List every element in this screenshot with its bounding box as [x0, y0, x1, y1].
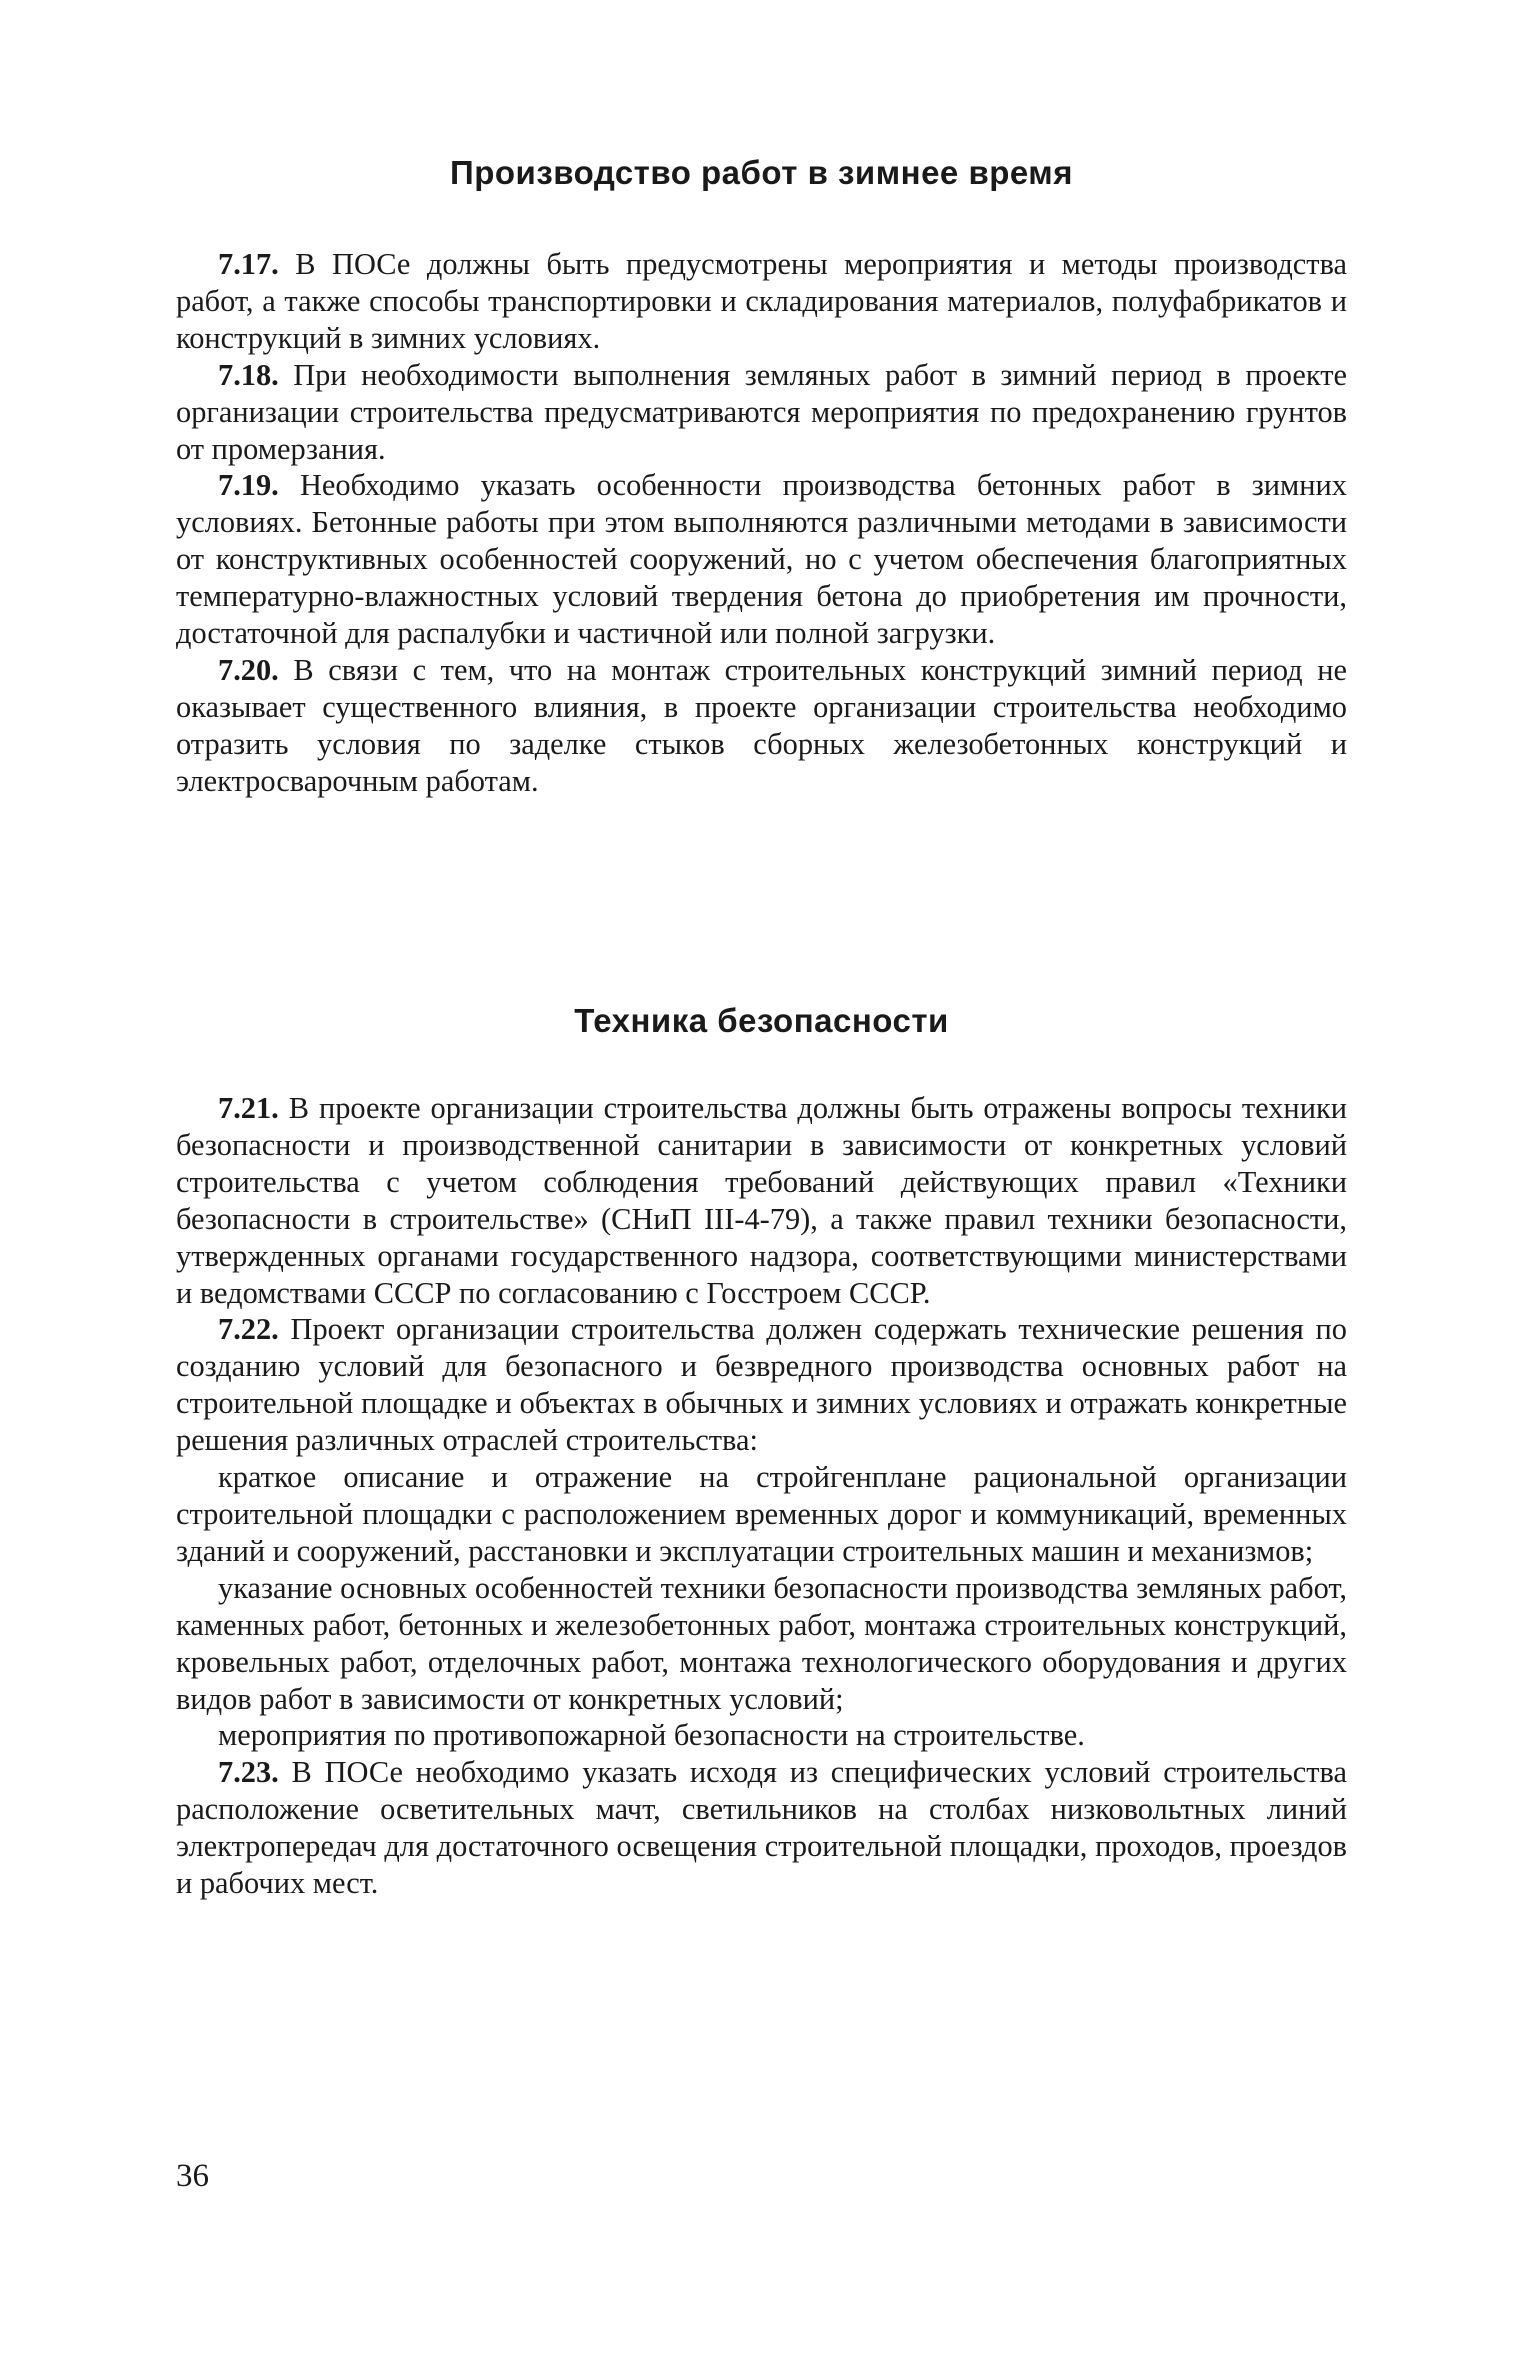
paragraph-number: 7.19.	[218, 468, 279, 503]
list-item-fire-safety	[176, 1717, 1347, 1754]
paragraph-7-20	[176, 652, 1347, 800]
list-item-site-organization	[176, 1459, 1347, 1570]
paragraph-7-22	[176, 1311, 1347, 1459]
paragraph-text: В ПОСе должны быть предусмотрены мероприятия и методы производства работ, а также способы транспортировки и складирования материалов, полуфабрикатов и конструкций в зимних условиях.	[176, 247, 1348, 355]
page-number: 36	[176, 2158, 209, 2194]
paragraph-number: 7.20.	[218, 652, 279, 687]
section-title-safety: Техника безопасности	[574, 1002, 949, 1039]
list-item-text: указание основных особенностей техники безопасности производства земляных работ, каменных работ, бетонных и железобетонных работ, монтажа строительных конструкций, кровельных работ, отделочных работ, монтажа технологического оборудования и других видов работ в зависимости от конкретных условий;	[176, 1570, 1347, 1716]
section-safety	[176, 1090, 1347, 1902]
list-item-text: краткое описание и отражение на стройгенплане рациональной организации строительной площадки с расположением временных дорог и коммуникаций, временных зданий и сооружений, расстановки и эксплуатации строительных машин и механизмов;	[176, 1460, 1347, 1568]
paragraph-number: 7.22.	[218, 1312, 279, 1347]
paragraph-text: В ПОСе необходимо указать исходя из специфических условий строительства расположение осветительных мачт, светильников на столбах низковольтных линий электропередач для достаточного освещения строительной площадки, проходов, проездов и рабочих мест.	[176, 1755, 1347, 1901]
paragraph-7-23	[176, 1754, 1347, 1902]
paragraph-7-19	[176, 467, 1347, 652]
paragraph-text: В связи с тем, что на монтаж строительных конструкций зимний период не оказывает существенного влияния, в проекте организации строительства необходимо отразить условия по заделке стыков сборных железобетонных конструкций и электросварочным работам.	[176, 652, 1347, 798]
list-item-safety-features	[176, 1570, 1347, 1718]
paragraph-7-18	[176, 357, 1347, 468]
list-item-text: мероприятия по противопожарной безопасности на строительстве.	[218, 1718, 1085, 1753]
paragraph-number: 7.18.	[218, 357, 279, 392]
paragraph-7-17	[176, 246, 1347, 357]
section-title-winter-works: Производство работ в зимнее время	[450, 154, 1073, 191]
paragraph-number: 7.21.	[218, 1091, 279, 1125]
paragraph-text: В проекте организации строительства должны быть отражены вопросы техники безопасности и производственной санитарии в зависимости от конкретных условий строительства с учетом соблюдения требований действующих правил «Техники безопасности в строительстве» (СНиП III-4-79), а также правил техники безопасности, утвержденных органами государственного надзора, соответствующими министерствами и ведомствами СССР по согласованию с Госстроем СССР.	[176, 1091, 1347, 1310]
paragraph-text: При необходимости выполнения земляных работ в зимний период в проекте организации строительства предусматриваются мероприятия по предохранению грунтов от промерзания.	[176, 357, 1347, 466]
section-winter-works	[176, 246, 1347, 800]
paragraph-text: Необходимо указать особенности производства бетонных работ в зимних условиях. Бетонные работы при этом выполняются различными методами в зависимости от конструктивных особенностей сооружений, но с учетом обеспечения благоприятных температурно-влажностных условий твердения бетона до приобретения им прочности, достаточной для распалубки и частичной или полной загрузки.	[176, 468, 1347, 651]
paragraph-7-21	[176, 1090, 1347, 1311]
paragraph-number: 7.23.	[218, 1755, 279, 1790]
paragraph-text: Проект организации строительства должен содержать технические решения по созданию условий для безопасного и безвредного производства основных работ на строительной площадке и объектах в обычных и зимних условиях и отражать конкретные решения различных отраслей строительства:	[176, 1312, 1347, 1458]
paragraph-number: 7.17.	[218, 247, 279, 281]
